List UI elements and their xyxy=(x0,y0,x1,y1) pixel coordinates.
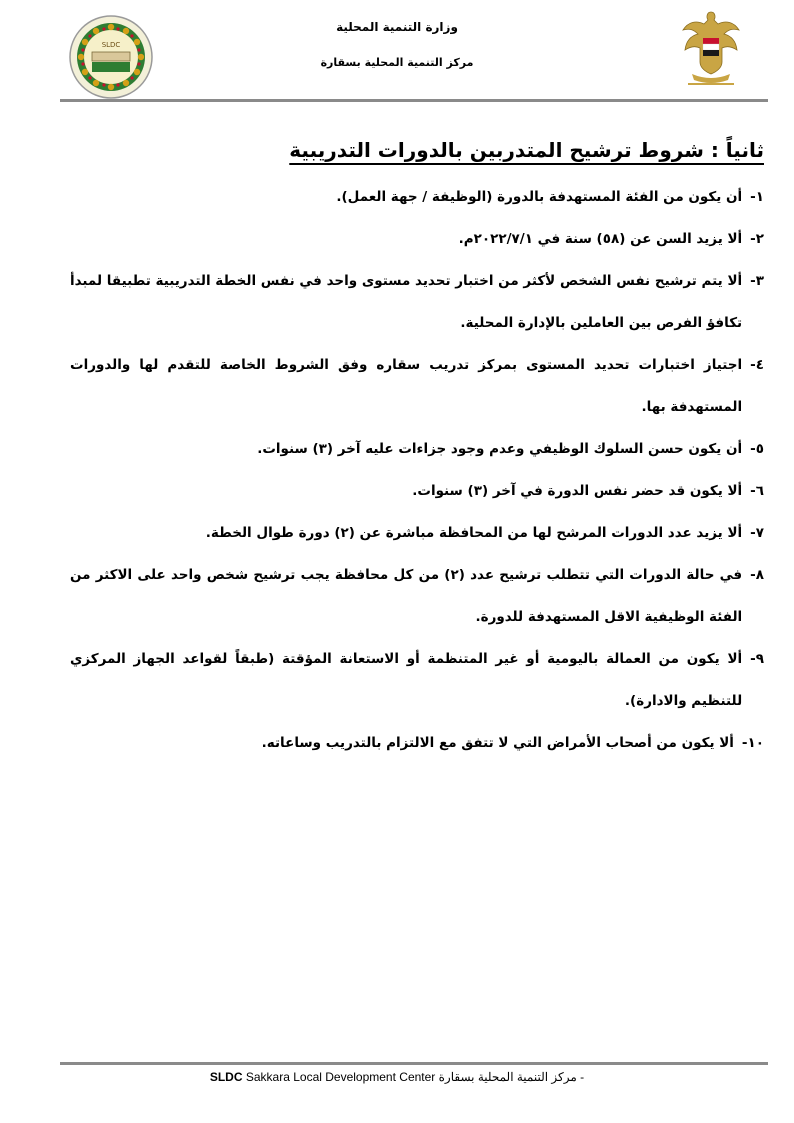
svg-text:SLDC: SLDC xyxy=(101,41,121,49)
item-text: ألا يزيد عدد الدورات المرشح لها من المحافظة مباشرة عن (٢) دورة طوال الخطة. xyxy=(205,525,743,541)
footer-abbr: SLDC xyxy=(209,1070,243,1084)
page-header xyxy=(0,0,794,104)
item-text: ألا يكون قد حضر نفس الدورة في آخر (٣) سنوات. xyxy=(412,483,743,499)
footer-arabic-name: - مركز التنمية المحلية بسقارة xyxy=(438,1070,585,1084)
ministry-name: وزارة التنمية المحلية xyxy=(336,20,458,34)
footer-english-name: Sakkara Local Development Center xyxy=(245,1070,436,1084)
list-item xyxy=(70,470,766,512)
center-name: مركز التنمية المحلية بسقارة xyxy=(320,56,474,69)
footer-divider xyxy=(60,1062,768,1065)
item-number: ٤- xyxy=(750,357,764,373)
item-number: ٩- xyxy=(750,651,764,667)
item-text: في حالة الدورات التي تتطلب ترشيح عدد (٢) من كل محافظة يجب ترشيح شخص واحد على الاكثر من الفئة الوظيفية الاقل المستهدفة للدورة. xyxy=(70,567,743,625)
item-text: ألا يتم ترشيح نفس الشخص لأكثر من اختبار تحديد مستوى واحد في نفس الخطة التدريبية تطبيقا لمبدأ تكافؤ الفرص بين العاملين بالإدارة المحلية. xyxy=(70,273,743,331)
item-text: ألا يكون من العمالة باليومية أو غير المتنظمة أو الاستعانة المؤقتة (طبقاً لقواعد الجهاز المركزي للتنظيم والادارة). xyxy=(70,651,743,709)
list-item xyxy=(70,638,766,722)
item-text: ألا يزيد السن عن (٥٨) سنة في ٢٠٢٢/٧/١م. xyxy=(458,231,743,247)
item-number: ٧- xyxy=(750,525,764,541)
list-item xyxy=(70,428,766,470)
item-number: ٥- xyxy=(750,441,764,457)
item-text: اجتياز اختبارات تحديد المستوى بمركز تدريب سقاره وفق الشروط الخاصة للتقدم لها والدورات المستهدفة بها. xyxy=(70,357,743,415)
list-item xyxy=(70,554,766,638)
page-footer xyxy=(0,1070,794,1084)
list-item xyxy=(70,344,766,428)
list-item xyxy=(70,722,766,764)
item-number: ٦- xyxy=(750,483,764,499)
item-number: ١- xyxy=(750,189,764,205)
conditions-list xyxy=(70,176,766,764)
item-number: ١٠- xyxy=(741,735,764,751)
list-item xyxy=(70,512,766,554)
section-title: ثانياً : شروط ترشيح المتدربين بالدورات التدريبية xyxy=(289,138,764,162)
header-divider xyxy=(60,99,768,102)
egypt-eagle-emblem-icon xyxy=(680,8,742,90)
item-text: ألا يكون من أصحاب الأمراض التي لا تتفق مع الالتزام بالتدريب وساعاته. xyxy=(261,735,734,751)
item-number: ٣- xyxy=(750,273,764,289)
item-number: ٨- xyxy=(750,567,764,583)
list-item xyxy=(70,176,766,218)
item-number: ٢- xyxy=(750,231,764,247)
list-item xyxy=(70,260,766,344)
item-text: أن يكون من الفئة المستهدفة بالدورة (الوظيفة / جهة العمل). xyxy=(336,189,743,205)
list-item xyxy=(70,218,766,260)
item-text: أن يكون حسن السلوك الوظيفي وعدم وجود جزاءات عليه آخر (٣) سنوات. xyxy=(257,441,743,457)
document-body xyxy=(70,138,766,764)
